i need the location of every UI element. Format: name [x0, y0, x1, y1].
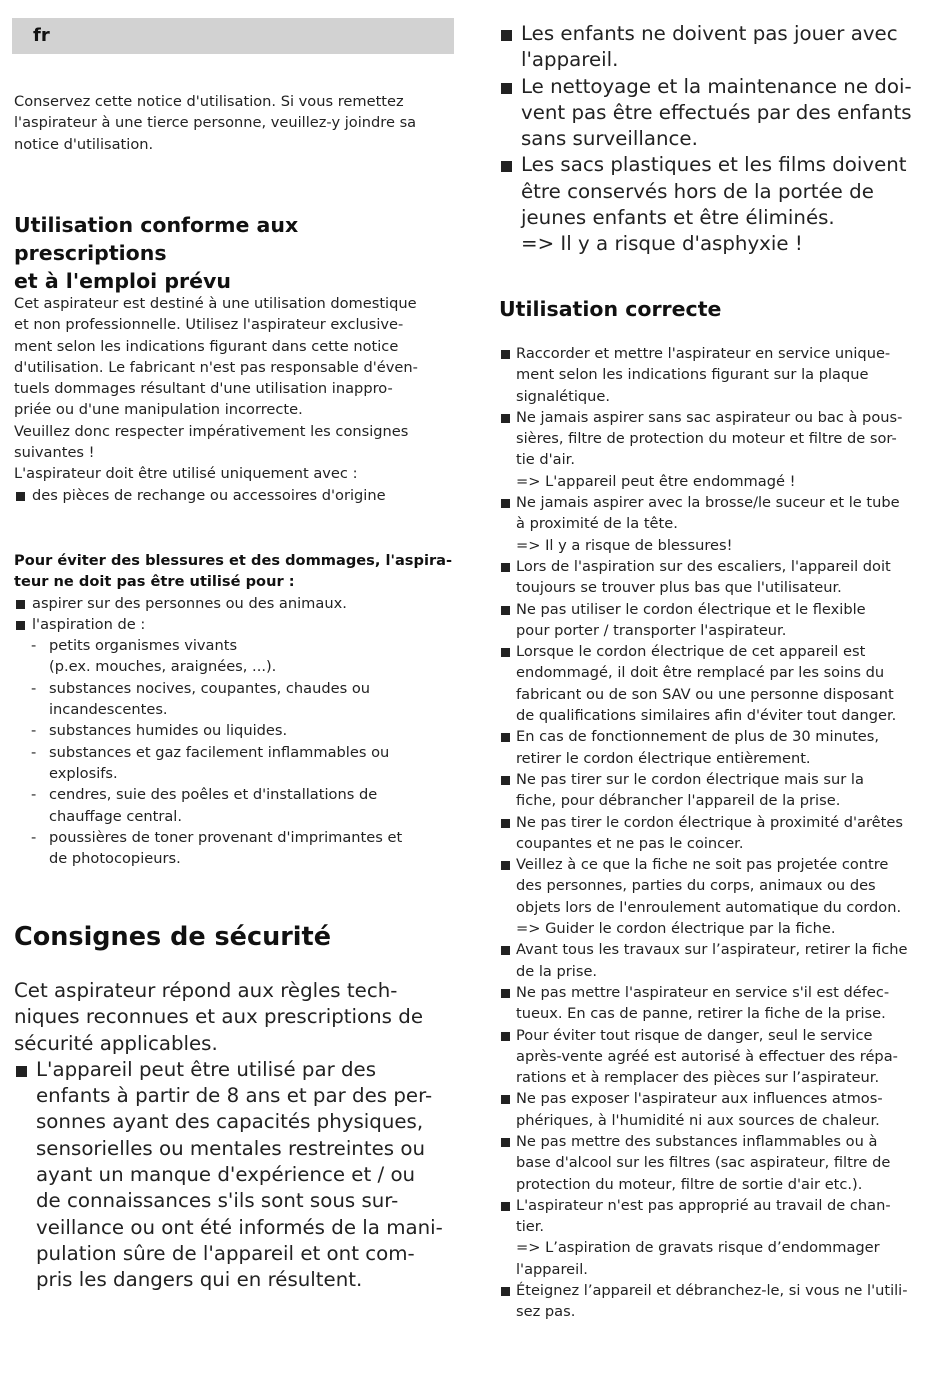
- list-item: - substances et gaz facilement inflammables ou explosifs.: [14, 742, 454, 785]
- list-item: Le nettoyage et la maintenance ne doi- vent pas être effectués par des enfants sans surveillance.: [499, 74, 939, 153]
- list-item: - poussières de toner provenant d'imprimantes et de photocopieurs.: [14, 827, 454, 870]
- injury-bullet-list: [14, 593, 454, 636]
- list-item: Ne jamais aspirer sans sac aspirateur ou bac à pous- sières, filtre de protection du moteur et filtre de sor- tie d'air. => L'appareil peut être endommagé !: [499, 407, 939, 492]
- list-item: L'appareil peut être utilisé par des enfants à partir de 8 ans et par des per- sonnes ayant des capacités physiques, sensorielles ou mentales restreintes ou ayant un manque d'expérience et / ou de connaissances s'ils sont sous sur- veillance ou ont été informés de la mani- pulation sûre de l'appareil et ont com- pris les dangers qui en résultent.: [14, 1057, 454, 1294]
- list-item: L'aspirateur n'est pas approprié au travail de chan- tier. => L’aspiration de gravats risque d’endommager l'appareil.: [499, 1195, 939, 1280]
- list-item: - substances nocives, coupantes, chaudes ou incandescentes.: [14, 678, 454, 721]
- section-title-correct-use: Utilisation correcte: [499, 297, 722, 321]
- list-item: Ne pas mettre l'aspirateur en service s'il est défec- tueux. En cas de panne, retirer la fiche de la prise.: [499, 982, 939, 1025]
- list-item: - substances humides ou liquides.: [14, 720, 454, 741]
- list-item: Ne jamais aspirer avec la brosse/le suceur et le tube à proximité de la tête. => Il y a risque de blessures!: [499, 492, 939, 556]
- list-item: Les sacs plastiques et les films doivent être conservés hors de la portée de jeunes enfants et être éliminés. => Il y a risque d'asphyxie !: [499, 152, 939, 257]
- list-item: l'aspiration de :: [14, 614, 454, 635]
- list-item: - cendres, suie des poêles et d'installations de chauffage central.: [14, 784, 454, 827]
- list-item: - petits organismes vivants (p.ex. mouches, araignées, ...).: [14, 635, 454, 678]
- list-item: Veillez à ce que la fiche ne soit pas projetée contre des personnes, parties du corps, animaux ou des objets lors de l'enroulement automatique du cordon. => Guider le cordon électrique par la fiche.: [499, 854, 939, 939]
- instructions-paragraph: Veuillez donc respecter impérativement les consignes suivantes !: [14, 422, 409, 462]
- safety-intro: Cet aspirateur répond aux règles tech- niques reconnues et aux prescriptions de sécurité applicables.: [14, 979, 423, 1055]
- list-item: Raccorder et mettre l'aspirateur en service unique- ment selon les indications figurant sur la plaque signalétique.: [499, 343, 939, 407]
- list-item: Éteignez l’appareil et débranchez-le, si vous ne l'utili- sez pas.: [499, 1280, 939, 1323]
- safety-body: [14, 978, 454, 1294]
- list-item: Lors de l'aspiration sur des escaliers, l'appareil doit toujours se trouver plus bas que l'utilisateur.: [499, 556, 939, 599]
- safety-list-left: [14, 1057, 454, 1294]
- intended-use-paragraph: Cet aspirateur est destiné à une utilisation domestique et non professionnelle. Utilisez l'aspirateur exclusive- ment selon les indications figurant dans cette notice d'utilisation. Le fabricant n'est pas responsable d'éven- tuels dommages résultant d'une utilisation inappro- priée ou d'une manipulation incorrecte.: [14, 295, 418, 419]
- list-item: Ne pas tirer sur le cordon électrique mais sur la fiche, pour débrancher l'appareil de la prise.: [499, 769, 939, 812]
- intended-use-body: [14, 293, 454, 506]
- safety-title: Consignes de sécurité: [14, 922, 332, 952]
- list-item: Lorsque le cordon électrique de cet appareil est endommagé, il doit être remplacé par les soins du fabricant ou de son SAV ou une personne disposant de qualifications similaires afin d'éviter tout danger.: [499, 641, 939, 726]
- section-title-intended-use: Utilisation conforme aux prescriptions et à l'emploi prévu: [14, 213, 299, 293]
- list-item: aspirer sur des personnes ou des animaux.: [14, 593, 454, 614]
- list-item: Avant tous les travaux sur l’aspirateur, retirer la fiche de la prise.: [499, 939, 939, 982]
- list-item: Ne pas mettre des substances inflammables ou à base d'alcool sur les filtres (sac aspirateur, filtre de protection du moteur, filtre de sortie d'air etc.).: [499, 1131, 939, 1195]
- language-code: fr: [33, 25, 50, 46]
- list-item: des pièces de rechange ou accessoires d'origine: [14, 485, 454, 506]
- injury-prevention-block: [14, 550, 454, 869]
- original-parts-list: [14, 485, 454, 506]
- suction-exclusions-list: [14, 635, 454, 869]
- list-item: En cas de fonctionnement de plus de 30 minutes, retirer le cordon électrique entièrement.: [499, 726, 939, 769]
- list-item: Les enfants ne doivent pas jouer avec l'appareil.: [499, 21, 939, 74]
- correct-use-list: [499, 343, 939, 1323]
- intro-text: Conservez cette notice d'utilisation. Si vous remettez l'aspirateur à une tierce personne, veuillez-y joindre sa notice d'utilisation.: [14, 93, 417, 153]
- usage-condition: L'aspirateur doit être utilisé uniquement avec :: [14, 465, 358, 483]
- language-header-bar: [12, 18, 454, 54]
- injury-heading: Pour éviter des blessures et des dommages, l'aspira- teur ne doit pas être utilisé pour :: [14, 552, 453, 591]
- list-item: Ne pas utiliser le cordon électrique et le flexible pour porter / transporter l'aspirateur.: [499, 599, 939, 642]
- safety-list-right: [499, 21, 939, 258]
- list-item: Ne pas tirer le cordon électrique à proximité d'arêtes coupantes et ne pas le coincer.: [499, 812, 939, 855]
- list-item: Ne pas exposer l'aspirateur aux influences atmos- phériques, à l'humidité ni aux sources de chaleur.: [499, 1088, 939, 1131]
- list-item: Pour éviter tout risque de danger, seul le service après-vente agréé est autorisé à effectuer des répa- rations et à remplacer des pièces sur l’aspirateur.: [499, 1025, 939, 1089]
